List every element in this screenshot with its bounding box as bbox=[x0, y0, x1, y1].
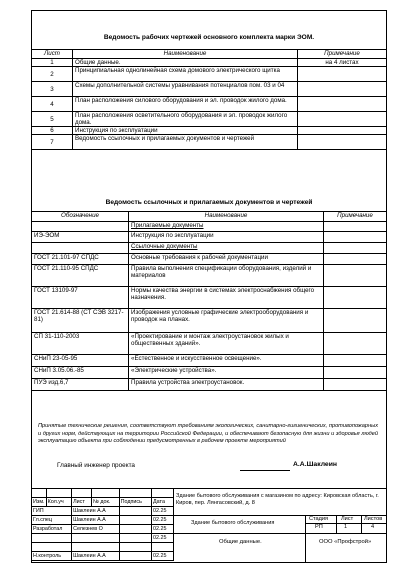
stamp-person: Шаклеин А.А bbox=[72, 507, 120, 516]
stamp-person-row bbox=[32, 525, 174, 534]
stamp-header: Лист bbox=[72, 498, 92, 507]
sheet-note bbox=[298, 82, 387, 97]
stamp-header: Подпись bbox=[119, 498, 151, 507]
doc-code: ГОСТ 21.101-97 СПДС bbox=[32, 254, 129, 265]
table-row bbox=[32, 135, 387, 150]
stamp-person-row bbox=[32, 552, 174, 561]
doc-code bbox=[32, 222, 129, 232]
stamp-role: Разработал bbox=[32, 525, 72, 534]
table-header-row bbox=[32, 50, 387, 59]
stamp-person-row bbox=[32, 507, 174, 516]
divider bbox=[305, 523, 387, 524]
doc-code bbox=[32, 243, 129, 254]
stamp-person-row bbox=[32, 516, 174, 525]
sheet-name: План расположения силового оборудования и эл. проводок жилого дома. bbox=[73, 97, 298, 112]
doc-name: Нормы качества энергии в системах электроснабжения общего назначения. bbox=[129, 287, 324, 309]
stage-value: 1 bbox=[344, 524, 348, 530]
doc-name: «Проектирование и монтаж электроустановок жилых и общественных зданий». bbox=[129, 333, 324, 355]
sheet-number: 2 bbox=[32, 67, 73, 82]
stamp-role bbox=[32, 534, 72, 543]
sheet-note bbox=[298, 127, 387, 135]
sheet-number: 5 bbox=[32, 112, 73, 127]
sheet-number: 1 bbox=[32, 59, 73, 67]
stamp-role: Н.контроль bbox=[32, 552, 72, 561]
doc-name: Ссылочные документы bbox=[129, 243, 324, 254]
table-row bbox=[32, 112, 387, 127]
sheet-note bbox=[298, 67, 387, 82]
table-row bbox=[32, 127, 387, 135]
table-row bbox=[32, 232, 387, 243]
doc-name: Инструкция по эксплуатации bbox=[129, 232, 324, 243]
stamp-header: Изм. bbox=[33, 498, 45, 505]
stamp-person bbox=[72, 534, 120, 543]
sheet-number: 4 bbox=[32, 97, 73, 112]
doc-code: СНиП 23-05-95 bbox=[32, 355, 129, 367]
stamp-header-row bbox=[32, 498, 174, 507]
sheet-title: Общие данные. bbox=[219, 539, 262, 545]
stamp-header: Кол.уч bbox=[46, 498, 72, 507]
stamp-header: № док. bbox=[92, 498, 120, 507]
stage-value: 4 bbox=[371, 524, 375, 530]
stage-header: Лист bbox=[341, 516, 354, 522]
stamp-header: Дата bbox=[152, 498, 174, 507]
col-note: Примечание bbox=[324, 212, 387, 222]
stage-header: Стадия bbox=[309, 516, 329, 522]
sheet-name: Схемы дополнительной системы уравнивания потенциалов пом. 03 и 04 bbox=[73, 82, 298, 97]
table-row bbox=[32, 379, 387, 391]
stamp-date: 02.25 bbox=[152, 534, 174, 543]
doc-code: ГОСТ 21.110-95 СПДС bbox=[32, 265, 129, 287]
table-row bbox=[32, 333, 387, 355]
sheet-note bbox=[298, 112, 387, 127]
col-name: Наименование bbox=[129, 212, 324, 222]
stamp-person: Селезнев О bbox=[72, 525, 120, 534]
stamp-person-row bbox=[32, 543, 174, 552]
stamp-role: ГИП bbox=[32, 507, 72, 516]
doc-name: Основные требования к рабочей документации bbox=[129, 254, 324, 265]
table1-title: Ведомость рабочих чертежей основного комплекта марки ЭОМ. bbox=[103, 34, 315, 41]
table2-title: Ведомость ссылочных и прилагаемых документов и чертежей bbox=[105, 199, 313, 206]
sheet-name: Принципиальная однолинейная схема домового электрического щитка bbox=[73, 67, 298, 82]
approval-table bbox=[31, 488, 174, 561]
doc-name: «Естественное и искусственное освещение». bbox=[129, 355, 324, 367]
stamp-date: 02.25 bbox=[152, 507, 174, 516]
table-row bbox=[32, 254, 387, 265]
doc-name: Правила выполнения спецификации оборудования, изделий и материалов bbox=[129, 265, 324, 287]
stamp-person: Шаклеин А.А bbox=[72, 552, 120, 561]
documents-table bbox=[31, 211, 387, 391]
signature-line bbox=[240, 470, 290, 471]
doc-name: Изображения условные графические электрооборудования и проводок на планах. bbox=[129, 309, 324, 333]
doc-code: СНиП 3.05.06.-85 bbox=[32, 367, 129, 379]
doc-code: ИЭ-ЭОМ bbox=[32, 232, 129, 243]
divider bbox=[361, 515, 362, 533]
divider bbox=[174, 515, 387, 516]
doc-code: ГОСТ 21.614-88 (СТ СЭВ 3217-81) bbox=[32, 309, 129, 333]
table-row bbox=[32, 59, 387, 67]
stamp-date: 02.25 bbox=[152, 525, 174, 534]
table-row bbox=[32, 355, 387, 367]
title-block bbox=[31, 488, 387, 563]
stamp-person: Шаклеин А.А bbox=[72, 516, 120, 525]
stamp-role: Гл.спец bbox=[32, 516, 72, 525]
table-row bbox=[32, 67, 387, 82]
sheet-name: Общие данные. bbox=[73, 59, 298, 67]
sheet-number: 7 bbox=[32, 135, 73, 150]
divider bbox=[336, 515, 337, 533]
sheet-note bbox=[298, 135, 387, 150]
col-sheet: Лист bbox=[32, 50, 73, 59]
building-name: Здание бытового обслуживания bbox=[191, 520, 275, 526]
compliance-note: Принятые технические решения, соответствуют требованиям экологических, санитарно-гигиенических, противопожарных и других норм, действующих на территории Российской Федерации, и обеспечивают безопасную для жизни и здоровья людей эксплуатацию объекта при соблюдении предусмотренных в рабочем проекте мероприятий bbox=[38, 423, 378, 445]
table-row bbox=[32, 97, 387, 112]
doc-name: «Электрические устройства». bbox=[129, 367, 324, 379]
drawings-table bbox=[31, 49, 387, 150]
doc-code: ПУЭ изд.6,7 bbox=[32, 379, 129, 391]
table-row bbox=[32, 222, 387, 232]
table-row bbox=[32, 265, 387, 287]
stamp-date: 02.25 bbox=[152, 516, 174, 525]
company-name: ООО «Профстрой» bbox=[319, 539, 372, 545]
stamp-blank-row bbox=[32, 489, 174, 498]
doc-code: ГОСТ 13109-97 bbox=[32, 287, 129, 309]
table-row bbox=[32, 287, 387, 309]
sheet-note: на 4 листах bbox=[298, 59, 387, 67]
stage-header: Листов bbox=[364, 516, 383, 522]
table-row bbox=[32, 82, 387, 97]
table-row bbox=[32, 309, 387, 333]
stamp-date: 02.25 bbox=[152, 552, 174, 561]
stage-value: РП bbox=[315, 524, 323, 530]
doc-name: Прилагаемые документы bbox=[129, 222, 324, 232]
sheet-name: Ведомость ссылочных и прилагаемых документов и чертежей bbox=[73, 135, 298, 150]
divider bbox=[174, 533, 387, 534]
col-name: Наименование bbox=[73, 50, 298, 59]
sheet-name: План расположения осветительного оборудования и эл. проводок жилого дома. bbox=[73, 112, 298, 127]
table-row bbox=[32, 367, 387, 379]
table-row bbox=[32, 243, 387, 254]
signature-name: А.А.Шаклеин bbox=[293, 461, 337, 468]
sheet-number: 3 bbox=[32, 82, 73, 97]
signature-label: Главный инженер проекта bbox=[57, 462, 135, 469]
doc-code: СП 31-110-2003 bbox=[32, 333, 129, 355]
sheet-name: Инструкция по эксплуатации bbox=[73, 127, 298, 135]
doc-name: Правила устройства электроустановок. bbox=[129, 379, 324, 391]
stamp-person-row bbox=[32, 534, 174, 543]
object-address: Здание бытового обслуживания с магазином по адресу: Кировская область, г. Киров, пер. Лянгасовский, д. 8 bbox=[176, 493, 379, 506]
col-note: Примечание bbox=[298, 50, 387, 59]
col-code: Обозначение bbox=[32, 212, 129, 222]
table-header-row bbox=[32, 212, 387, 222]
sheet-note bbox=[298, 97, 387, 112]
sheet-number: 6 bbox=[32, 127, 73, 135]
